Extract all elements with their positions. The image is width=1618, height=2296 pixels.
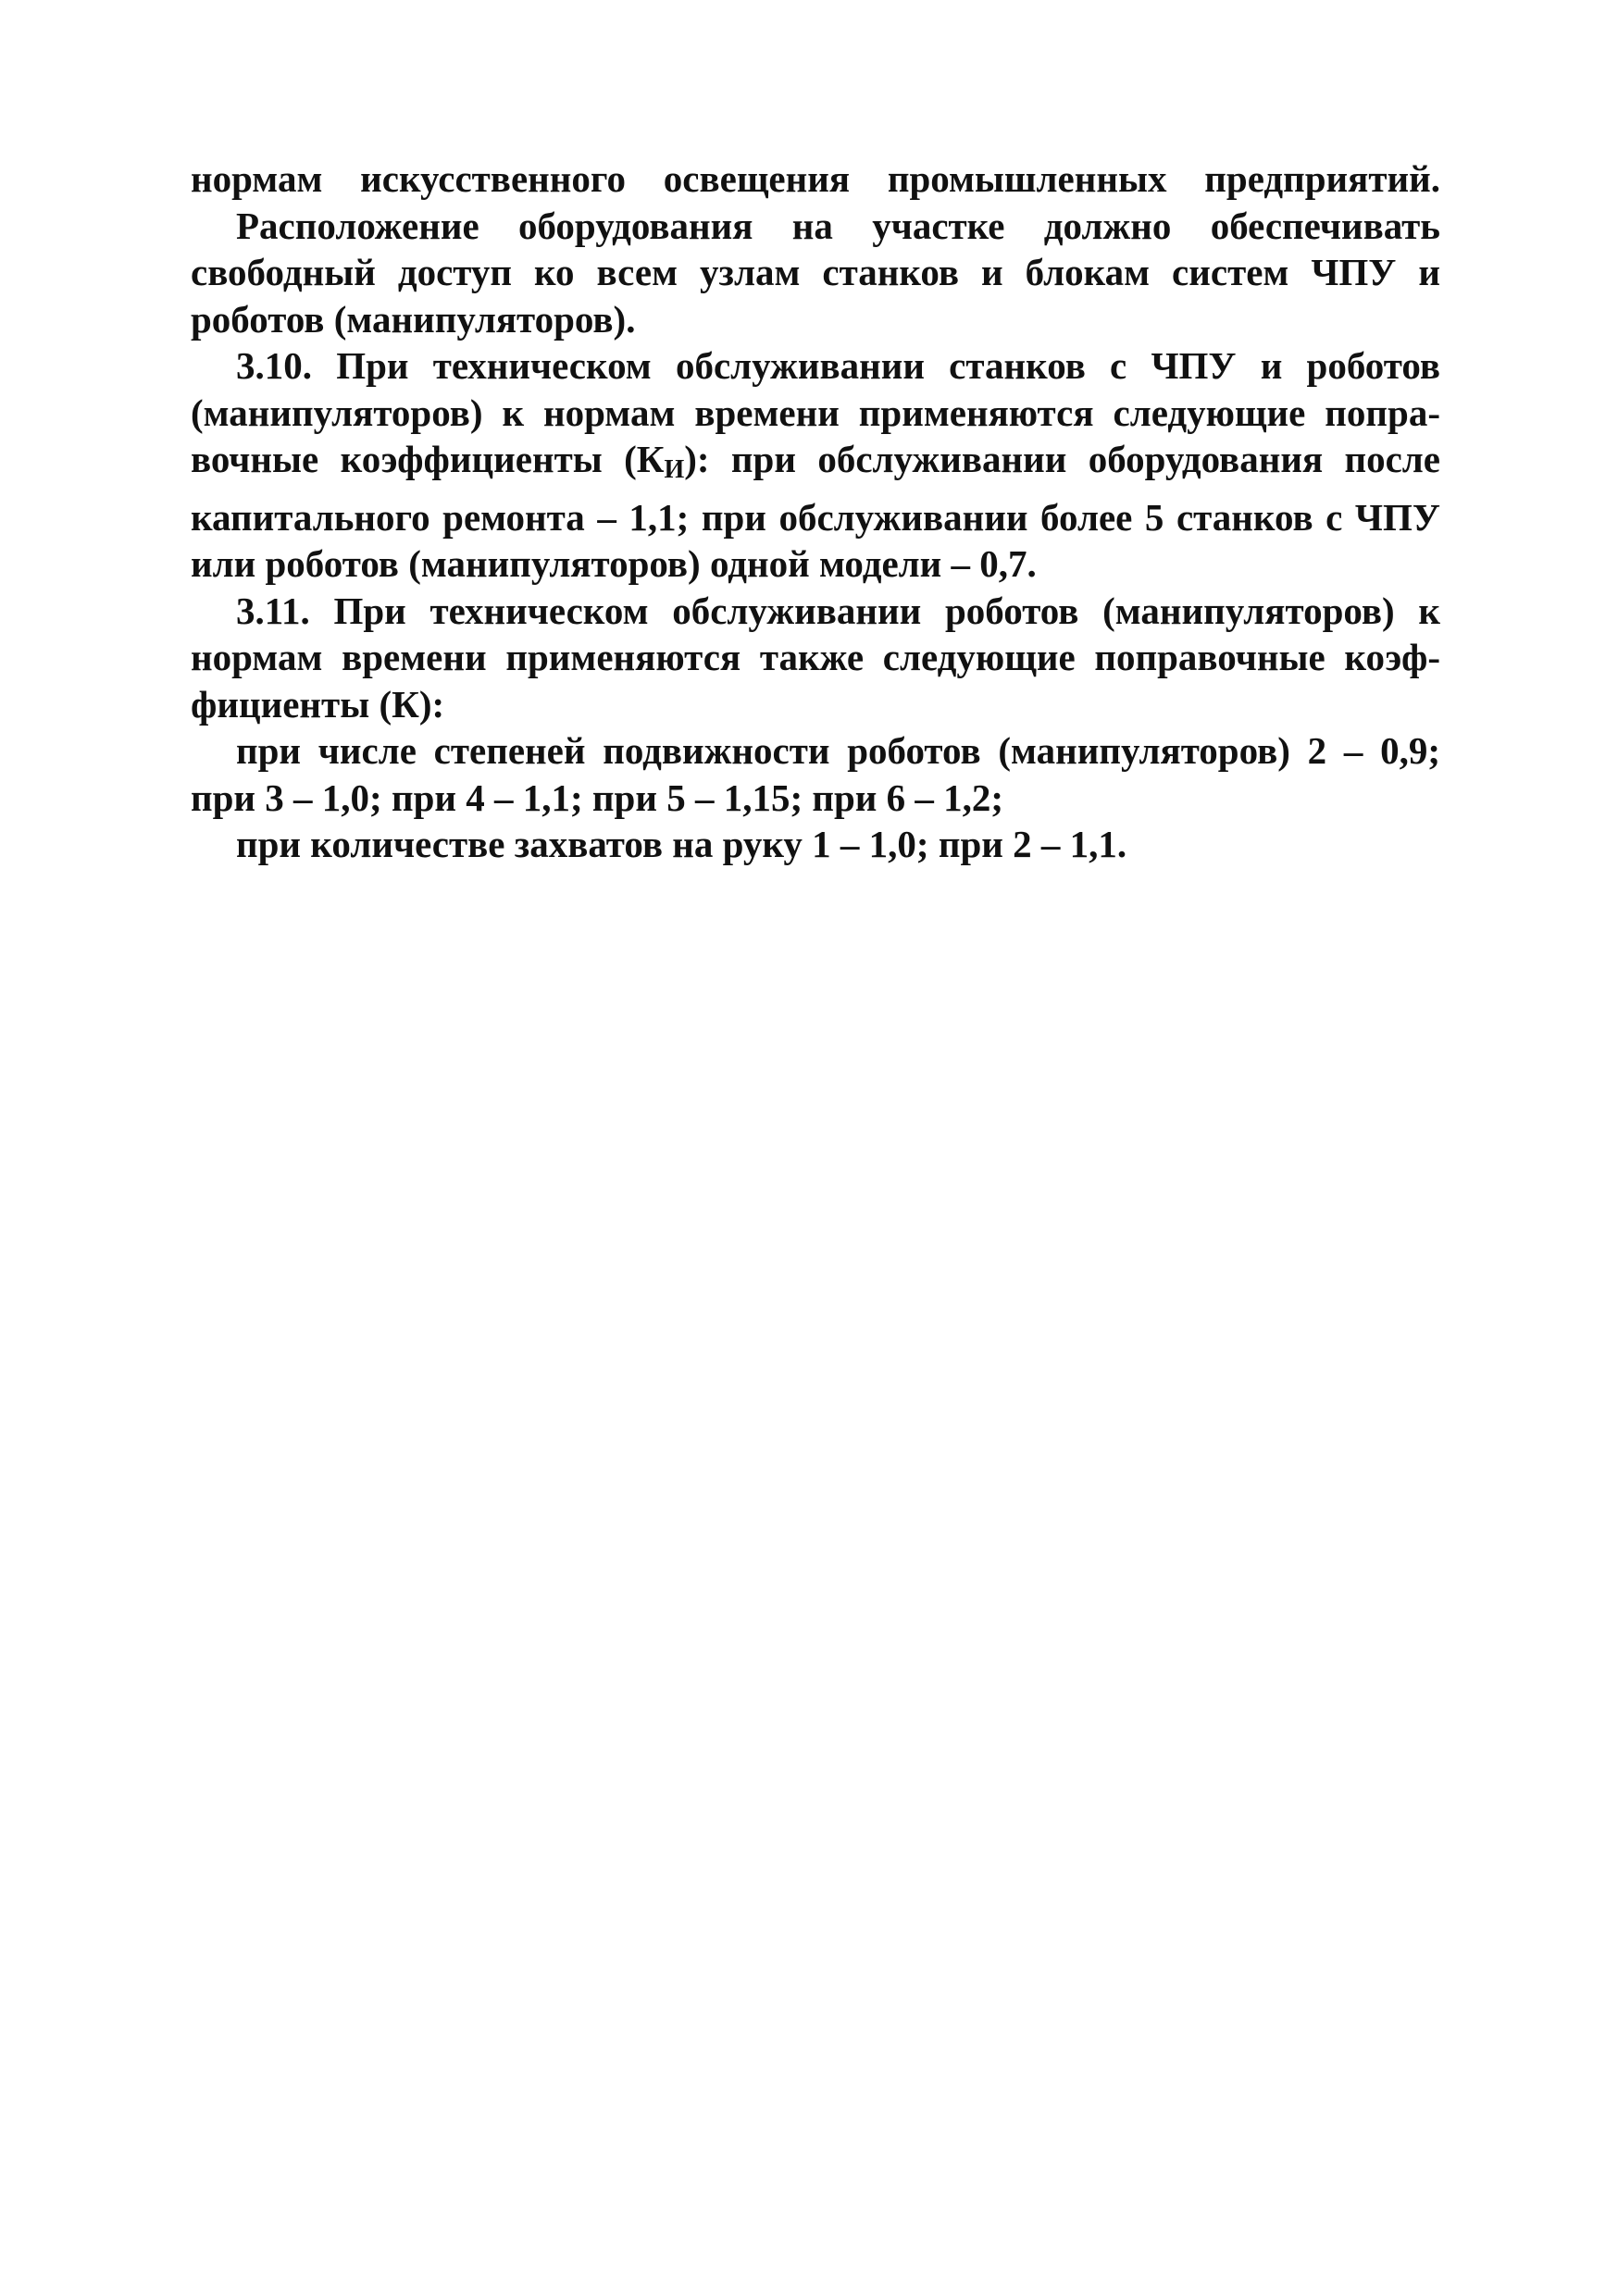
body-text (191, 155, 1440, 868)
text-line: свободный доступ ко всем узлам станков и блокам систем ЧПУ и (191, 251, 1440, 293)
text-line: капитального ремонта – 1,1; при обслуживании более 5 станков с ЧПУ (191, 495, 1440, 539)
text-line: при числе степеней подвижности роботов (манипуляторов) 2 – 0,9; (236, 729, 1440, 772)
text-line: при количестве захватов на руку 1 – 1,0; при 2 – 1,1. (236, 823, 1127, 865)
text-line: при 3 – 1,0; при 4 – 1,1; при 5 – 1,15; при 6 – 1,2; (191, 776, 1004, 819)
subscript-index: И (664, 455, 685, 484)
text-line: 3.11. При техническом обслуживании роботов (манипуляторов) к (236, 589, 1440, 632)
text-line: нормам искусственного освещения промышленных предприятий. (191, 157, 1440, 200)
text-line: нормам времени применяются также следующие поправочные коэф- (191, 636, 1440, 678)
text-line (191, 436, 1440, 494)
text-line: 3.10. При техническом обслуживании станков с ЧПУ и роботов (236, 344, 1440, 387)
text-line: фициенты (К): (191, 682, 445, 726)
text-line: роботов (манипуляторов). (191, 297, 636, 341)
text-line: (манипуляторов) к нормам времени применяются следующие попра- (191, 391, 1440, 434)
text-line: Расположение оборудования на участке должно обеспечивать (236, 204, 1440, 247)
text-fragment: ): при обслуживании оборудования после (684, 438, 1440, 480)
text-line: или роботов (манипуляторов) одной модели – 0,7. (191, 542, 1037, 585)
text-fragment: вочные коэффициенты (К (191, 438, 665, 480)
